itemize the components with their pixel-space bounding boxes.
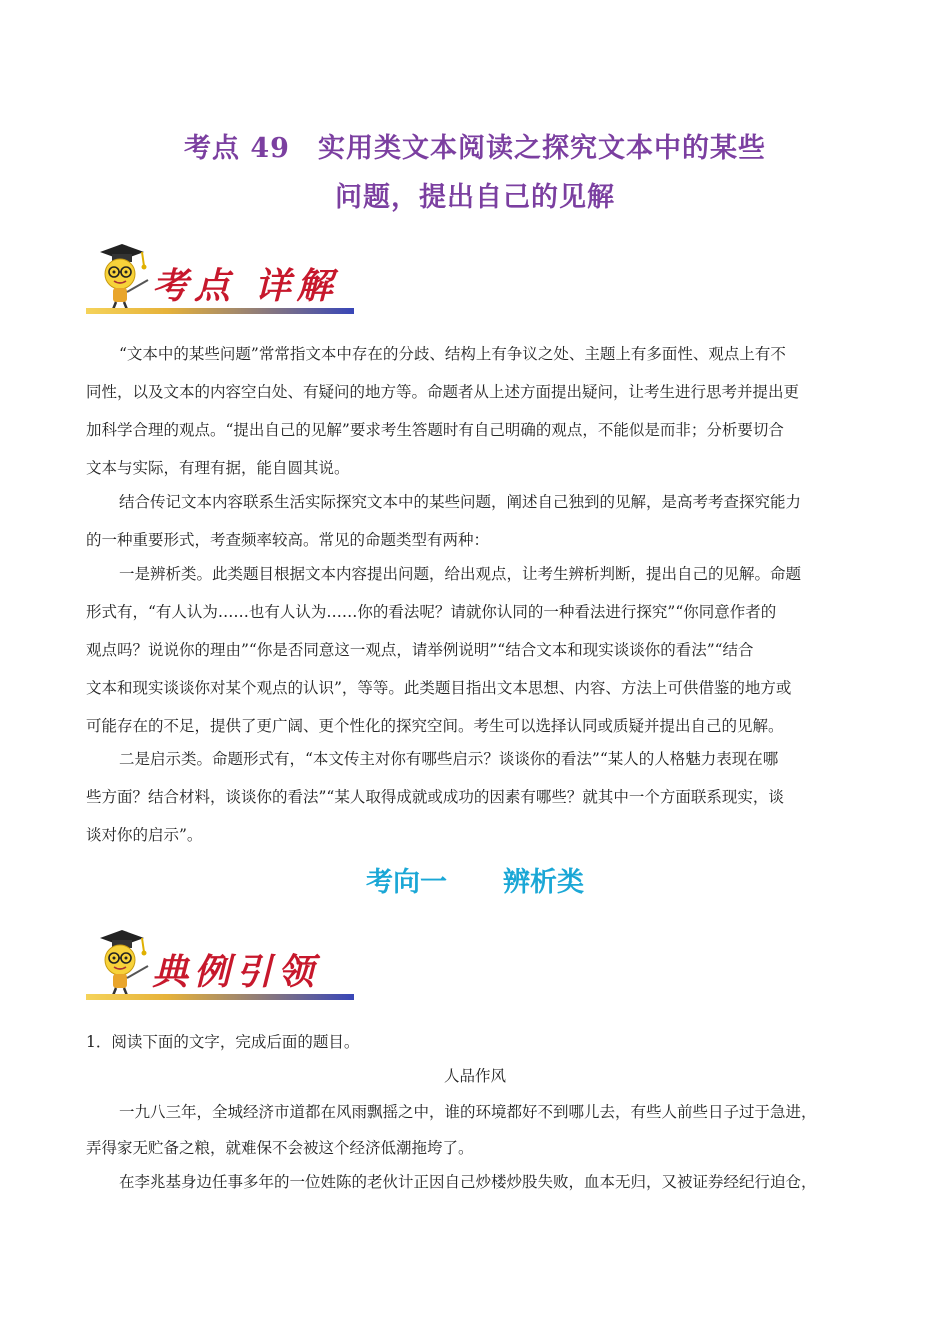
intro-paragraph-2 (86, 483, 864, 559)
banner-underline (86, 994, 354, 1000)
intro-paragraph-1 (86, 335, 864, 487)
page-title-line-1: 考点 49 实用类文本阅读之探究文本中的某些 (184, 133, 766, 164)
text-line: 形式有，“有人认为……也有人认为……你的看法呢？请就你认同的一种看法进行探究”“你同意作者的 (86, 603, 777, 621)
page-title-line-2: 问题，提出自己的见解 (335, 182, 615, 213)
text-line: 的一种重要形式，考查频率较高。常见的命题类型有两种： (86, 531, 490, 549)
text-line: 一九八三年，全城经济市道都在风雨飘摇之中，谁的环境都好不到哪儿去，有些人前些日子过于急进， (119, 1103, 817, 1121)
text-line: 些方面？结合材料，谈谈你的看法”“某人取得成就或成功的因素有哪些？就其中一个方面联系现实，谈 (86, 788, 784, 806)
text-line: 谈对你的启示”。 (86, 826, 203, 844)
text-line: 一是辨析类。此类题目根据文本内容提出问题，给出观点，让考生辨析判断，提出自己的见解。命题 (119, 565, 802, 583)
article-title: 人品作风 (443, 1067, 506, 1085)
banner-underline (86, 308, 354, 314)
text-line: 文本和现实谈谈你对某个观点的认识”，等等。此类题目指出文本思想、内容、方法上可供借鉴的地方或 (86, 679, 792, 697)
section-heading-right: 辨析类 (503, 867, 584, 898)
text-line: 加科学合理的观点。“提出自己的见解”要求考生答题时有自己明确的观点，不能似是而非；分析要切合 (86, 421, 784, 439)
text-line: 二是启示类。命题形式有，“本文传主对你有哪些启示？谈谈你的看法”“某人的人格魅力表现在哪 (119, 750, 779, 768)
banner-label: 考点 详解 (152, 265, 339, 307)
text-line: 同性，以及文本的内容空白处、有疑问的地方等。命题者从上述方面提出疑问，让考生进行思考并提出更 (86, 383, 800, 401)
section-heading (86, 860, 864, 899)
text-line: 在李兆基身边任事多年的一位姓陈的老伙计正因自己炒楼炒股失败，血本无归，又被证券经纪行迫仓， (119, 1173, 817, 1191)
intro-paragraph-4 (86, 740, 864, 854)
text-line: 文本与实际，有理有据，能自圆其说。 (86, 459, 350, 477)
article-paragraph-2 (86, 1164, 864, 1200)
text-line: 结合传记文本内容联系生活实际探究文本中的某些问题，阐述自己独到的见解，是高考考查探究能力 (119, 493, 802, 511)
banner-dianli-yinling (86, 926, 356, 1006)
text-line: 可能存在的不足，提供了更广阔、更个性化的探究空间。考生可以选择认同或质疑并提出自己的见解。 (86, 717, 784, 735)
banner-kaodian-xiangjie (86, 240, 356, 320)
intro-paragraph-3 (86, 555, 864, 745)
question-prompt: 1．阅读下面的文字，完成后面的题目。 (86, 1033, 360, 1051)
text-line: “文本中的某些问题”常常指文本中存在的分歧、结构上有争议之处、主题上有多面性、观点上有不 (119, 345, 786, 363)
section-heading-left: 考向一 (366, 867, 447, 898)
text-line: 弄得家无贮备之粮，就难保不会被这个经济低潮拖垮了。 (86, 1139, 474, 1157)
text-line: 观点吗？说说你的理由”“你是否同意这一观点，请举例说明”“结合文本和现实谈谈你的看法”“结合 (86, 641, 754, 659)
banner-label: 典例引领 (152, 951, 321, 993)
article-paragraph-1 (86, 1094, 864, 1166)
